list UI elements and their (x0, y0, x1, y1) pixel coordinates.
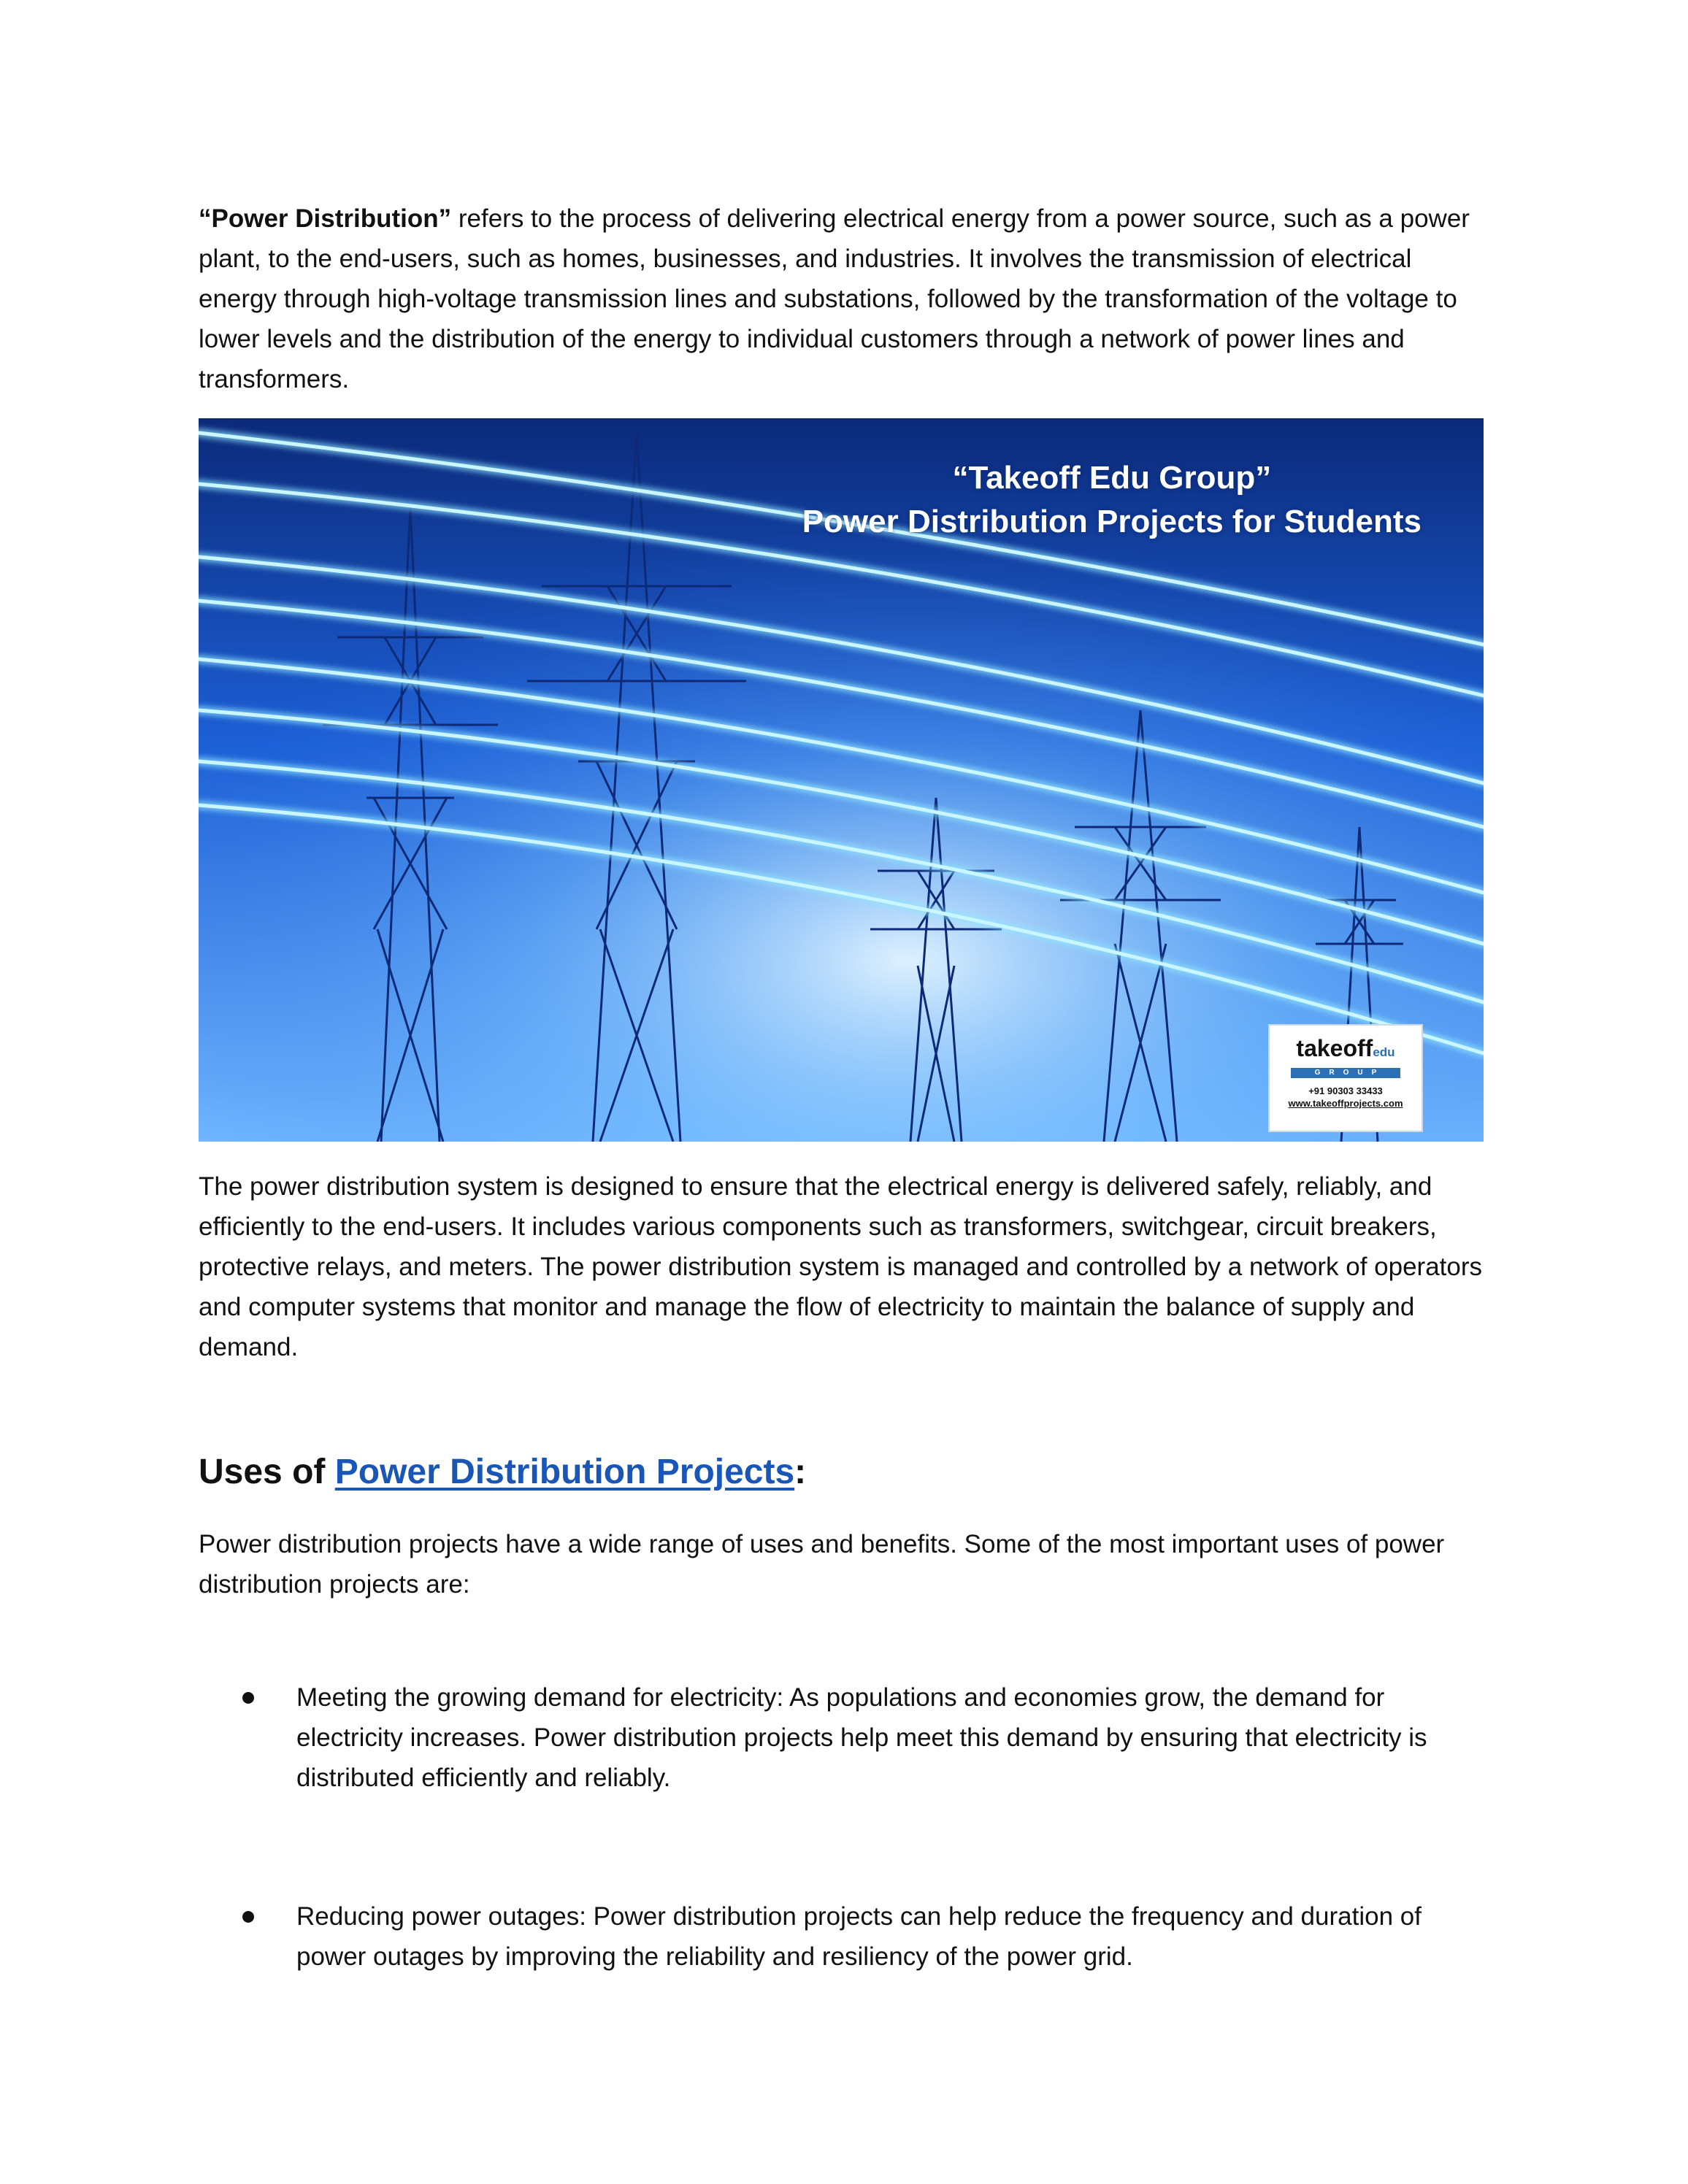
bullet-icon (242, 1911, 254, 1923)
intro-body: refers to the process of delivering electrical energy from a power source, such as a power plant, to the end-users, such as homes, businesses, and industries. It involves the transmission of electrical energy through high-voltage transmission lines and substations, followed by the transformation of the voltage to lower levels and the distribution of the energy to individual customers through a network of power lines and transformers. (199, 204, 1470, 393)
heading-prefix: Uses of (199, 1453, 335, 1491)
bullet-icon (242, 1692, 254, 1704)
banner-title (802, 456, 1422, 544)
power-lines-banner-image (199, 418, 1484, 1142)
logo-brand-text: takeoff (1296, 1035, 1373, 1061)
logo-website-url: www.takeoffprojects.com (1288, 1098, 1403, 1109)
banner-title-line2: Power Distribution Projects for Students (802, 504, 1422, 539)
uses-intro-paragraph: Power distribution projects have a wide range of uses and benefits. Some of the most important uses of power distribution projects are: (199, 1530, 1445, 1599)
heading-suffix: : (794, 1453, 807, 1491)
takeoff-logo (1270, 1036, 1422, 1065)
logo-phone-number: +91 90303 33433 (1308, 1085, 1383, 1096)
list-item-text: Reducing power outages: Power distribution projects can help reduce the frequency and duration of power outages by improving the reliability and resiliency of the power grid. (296, 1902, 1422, 1971)
logo-brand-suffix: edu (1373, 1045, 1395, 1059)
list-item-text: Meeting the growing demand for electricity: As populations and economies grow, the demand for electricity increases. Power distribution projects help meet this demand by ensuring that electricity is distributed efficiently and reliably. (296, 1683, 1427, 1792)
intro-paragraph (199, 199, 1484, 399)
power-distribution-projects-link[interactable]: Power Distribution Projects (334, 1453, 795, 1491)
logo-group-strip: GROUP (1291, 1068, 1400, 1078)
banner-title-line1: “Takeoff Edu Group” (952, 460, 1272, 496)
system-description-paragraph: The power distribution system is designed to ensure that the electrical energy is delivered safely, reliably, and efficiently to the end-users. It includes various components such as transformers, switchgear, circuit breakers, protective relays, and meters. The power distribution system is managed and controlled by a network of operators and computer systems that monitor and manage the flow of electricity to maintain the balance of supply and demand. (199, 1172, 1483, 1361)
intro-lead-term: “Power Distribution” (199, 204, 452, 233)
takeoff-logo-card (1268, 1024, 1423, 1132)
section-heading (199, 1447, 806, 1498)
